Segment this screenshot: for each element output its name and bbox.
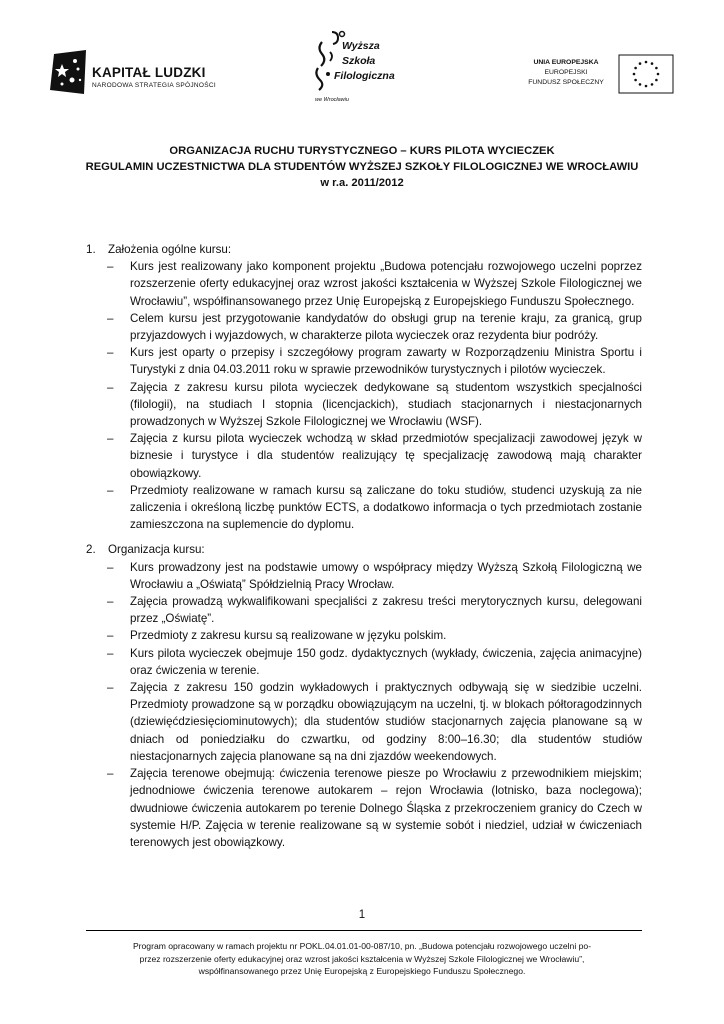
list-item: [86, 430, 642, 482]
page-footer: [60, 940, 664, 978]
wsf-logo: [312, 28, 412, 106]
document-body: [86, 241, 642, 851]
list-item-text: Zajęcia z zakresu 150 godzin wykładowych i praktycznych odbywają się w siedzibie uczelni. Przedmioty prowadzone są w porządku obowiązującym na uczelni, tj. w blokach półtoragodzinnych (dziewięćdziesięciominutowych); dla studentów studiów stacjonarnych zajęcia planowane są w dniach od poniedziałku do czwartku, od godziny 8:00–16.30; dla studentów studiów niestacjonarnych zajęcia planowane są na dni zjazdów weekendowych.: [130, 681, 642, 763]
dash-bullet: –: [107, 595, 114, 609]
kapital-ludzki-logo: [50, 50, 220, 100]
eu-logo: [510, 54, 674, 98]
eu-flag-icon: [618, 54, 674, 94]
list-item: [86, 559, 642, 593]
title-line-1: ORGANIZACJA RUCHU TURYSTYCZNEGO – KURS PILOTA WYCIECZEK: [169, 145, 555, 157]
section-2: [86, 541, 642, 558]
eu-line-3: FUNDUSZ SPOŁECZNY: [528, 79, 604, 86]
section-title: Organizacja kursu:: [108, 543, 205, 557]
dash-bullet: –: [107, 629, 114, 643]
wsf-line-4: we Wrocławiu: [315, 97, 349, 103]
dash-bullet: –: [107, 646, 114, 660]
wsf-line-3: Filologiczna: [334, 70, 395, 82]
list-item: [86, 258, 642, 310]
list-item-text: Zajęcia z kursu pilota wycieczek wchodzą w skład przedmiotów specjalizacji zawodowej język w biznesie i turystyce i dla studentów realizujący tę specjalizację zawodową mają charakter obowiązkowy.: [130, 432, 642, 480]
eu-line-2: EUROPEJSKI: [544, 69, 588, 76]
dash-bullet: –: [107, 260, 114, 274]
footer-divider: [86, 930, 642, 931]
section-title: Założenia ogólne kursu:: [108, 243, 232, 256]
kapital-ludzki-title: KAPITAŁ LUDZKI: [92, 65, 206, 80]
title-line-3: w r.a. 2011/2012: [320, 177, 404, 189]
eu-text: [516, 58, 616, 88]
dash-bullet: –: [107, 380, 114, 394]
list-item-text: Celem kursu jest przygotowanie kandydatów do obsługi grup na terenie kraju, za granicą, grup przyjazdowych i wyjazdowych, w charakterze pilota wycieczek oraz rezydenta biur podróży.: [130, 311, 642, 343]
list-item: [86, 765, 642, 851]
footer-line-1: Program opracowany w ramach projektu nr POKL.04.01.01-00-087/10, pn. „Budowa potencjału rozwojowego uczelni po-: [132, 941, 592, 951]
list-item-text: Zajęcia terenowe obejmują: ćwiczenia terenowe piesze po Wrocławiu z przewodnikiem miejskim; jednodniowe ćwiczenia terenowe autokarem – rejon Wrocławia (lotnisko, baza noclegowa); dwudniowe ćwiczenia autokarem po terenie Dolnego Śląska z przekroczeniem granicy do Czech w systemie H/P. Zajęcia w terenie realizowane są w systemie sobót i niedziel, udział w ćwiczeniach terenowych jest obowiązkowy.: [130, 767, 642, 849]
section-number: 2.: [86, 543, 96, 557]
list-item: [86, 627, 642, 644]
dash-bullet: –: [107, 432, 114, 446]
section-1: [86, 241, 642, 258]
page-number: 1: [358, 909, 366, 921]
dash-bullet: –: [107, 346, 114, 360]
wsf-line-2: Szkoła: [342, 55, 376, 67]
list-item: [86, 344, 642, 378]
footer-line-2: przez rozszerzenie oferty edukacyjnej oraz wzrost jakości kształcenia w Wyższej Szkole Filologicznej we Wrocławiu”,: [139, 953, 585, 964]
list-item: [86, 482, 642, 534]
document-title: [40, 143, 684, 191]
dash-bullet: –: [107, 767, 114, 781]
page-header: [0, 0, 724, 110]
kapital-ludzki-subtitle: NARODOWA STRATEGIA SPÓJNOŚCI: [92, 82, 216, 89]
list-item-text: Kurs jest realizowany jako komponent projektu „Budowa potencjału rozwojowego uczelni poprzez rozszerzenie oferty edukacyjnej oraz wzrost jakości kształcenia w Wyższej Szkole Filologicznej we Wrocławiu”, współfinansowanego przez Unię Europejską z Europejskiego Funduszu Społecznego.: [130, 260, 642, 308]
section-1-list: [86, 258, 642, 533]
dash-bullet: –: [107, 560, 114, 574]
list-item-text: Zajęcia z zakresu kursu pilota wycieczek dedykowane są studentom wszystkich specjalności (filologii), na studiach I stopnia (licencjackich), studiach stacjonarnych i niestacjonarnych prowadzonych w Wyższej Szkole Filologicznej we Wrocławiu (WSF).: [130, 380, 642, 429]
list-item: [86, 679, 642, 765]
title-line-2: REGULAMIN UCZESTNICTWA DLA STUDENTÓW WYŻSZEJ SZKOŁY FILOLOGICZNEJ WE WROCŁAWIU: [85, 161, 639, 173]
list-item-text: Zajęcia prowadzą wykwalifikowani specjaliści z zakresu treści merytorycznych kursu, delegowani przez „Oświatę”.: [130, 595, 642, 626]
wsf-line-1: Wyższa: [342, 40, 380, 52]
list-item: [86, 593, 642, 627]
list-item-text: Kurs pilota wycieczek obejmuje 150 godz. dydaktycznych (wykłady, ćwiczenia, zajęcia animacyjne) oraz ćwiczenia w terenie.: [130, 646, 642, 677]
list-item: [86, 310, 642, 344]
list-item-text: Kurs prowadzony jest na podstawie umowy o współpracy między Wyższą Szkołą Filologiczną we Wrocławiu a „Oświatą” Spółdzielnią Pracy Wrocław.: [130, 560, 642, 591]
kapital-ludzki-emblem-icon: [50, 50, 88, 96]
list-item: [86, 379, 642, 431]
list-item-text: Kurs jest oparty o przepisy i szczegółowy program zawarty w Rozporządzeniu Ministra Sportu i Turystyki z dnia 04.03.2011 roku w sprawie przewodników turystycznych i pilotów wycieczek.: [130, 346, 642, 377]
dash-bullet: –: [107, 681, 114, 695]
list-item-text: Przedmioty z zakresu kursu są realizowane w języku polskim.: [130, 629, 447, 643]
section-2-list: [86, 559, 642, 851]
footer-line-3: współfinansowanego przez Unię Europejską z Europejskiego Funduszu Społecznego.: [198, 966, 526, 977]
list-item: [86, 645, 642, 679]
eu-line-1: UNIA EUROPEJSKA: [533, 59, 599, 66]
dash-bullet: –: [107, 311, 114, 325]
list-item-text: Przedmioty realizowane w ramach kursu są zaliczane do toku studiów, studenci uzyskują za nie zaliczenia i określoną liczbę punktów ECTS, a dodatkowo informacja o tych przedmiotach zostanie zamieszczona na suplemencie do dyplomu.: [130, 483, 642, 532]
dash-bullet: –: [107, 483, 114, 497]
section-number: 1.: [86, 243, 96, 256]
